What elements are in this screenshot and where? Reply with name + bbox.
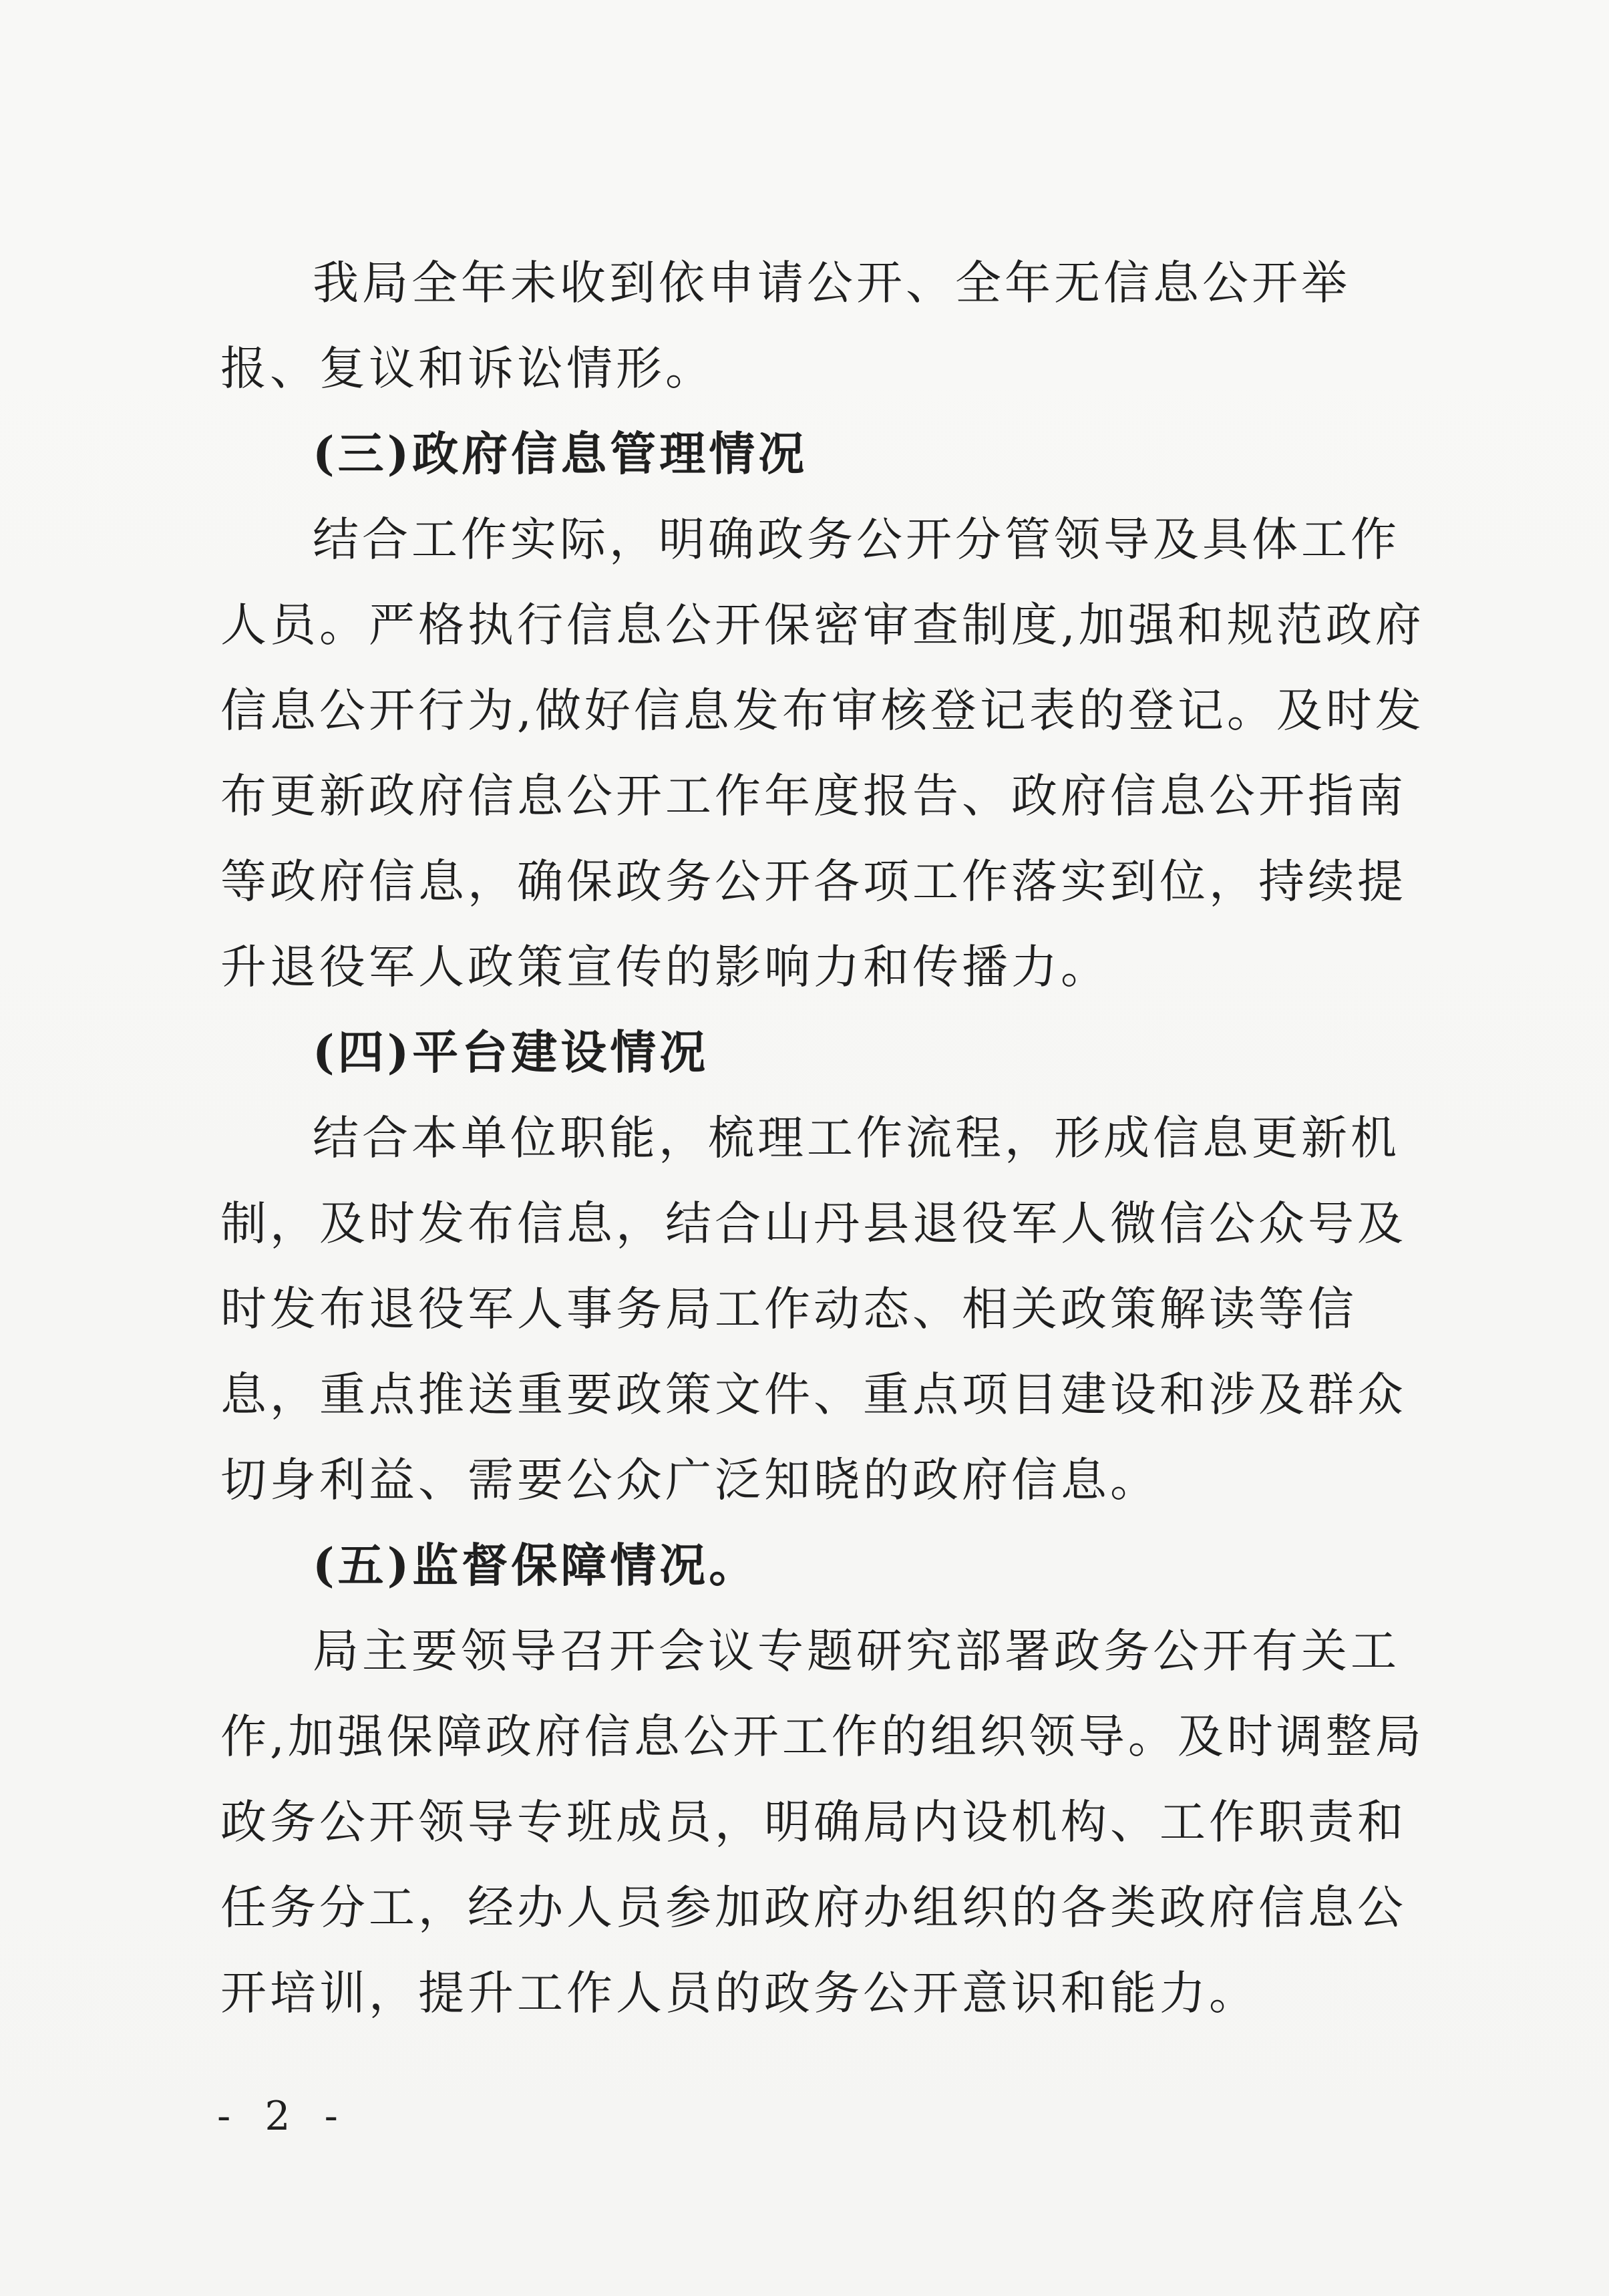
paragraph-platform-construction: 结合本单位职能，梳理工作流程，形成信息更新机制，及时发布信息，结合山丹县退役军人微信公众号及时发布退役军人事务局工作动态、相关政策解读等信息，重点推送重要政策文件、重点项目建设和涉及群众切身利益、需要公众广泛知晓的政府信息。 [220, 1112, 1407, 1507]
paragraph-supervision-guarantee: 局主要领导召开会议专题研究部署政务公开有关工作,加强保障政府信息公开工作的组织领导。及时调整局政务公开领导专班成员，明确局内设机构、工作职责和任务分工，经办人员参加政府办组织的各类政府信息公开培训，提升工作人员的政务公开意识和能力。 [220, 1625, 1425, 2020]
section-heading-5: (五)监督保障情况。 [313, 1538, 759, 1593]
page-number: - 2 - [217, 2093, 349, 2140]
paragraph-information-management: 结合工作实际，明确政务公开分管领导及具体工作人员。严格执行信息公开保密审查制度,加强和规范政府信息公开行为,做好信息发布审核登记表的登记。及时发布更新政府信息公开工作年度报告、政府信息公开指南等政府信息，确保政务公开各项工作落实到位，持续提升退役军人政策宣传的影响力和传播力。 [220, 513, 1425, 994]
section-heading-4: (四)平台建设情况 [313, 1025, 709, 1080]
document-body [220, 240, 1433, 2036]
section-heading-3: (三)政府信息管理情况 [313, 427, 808, 481]
paragraph-disclosure-status: 我局全年未收到依申请公开、全年无信息公开举报、复议和诉讼情形。 [220, 257, 1351, 395]
